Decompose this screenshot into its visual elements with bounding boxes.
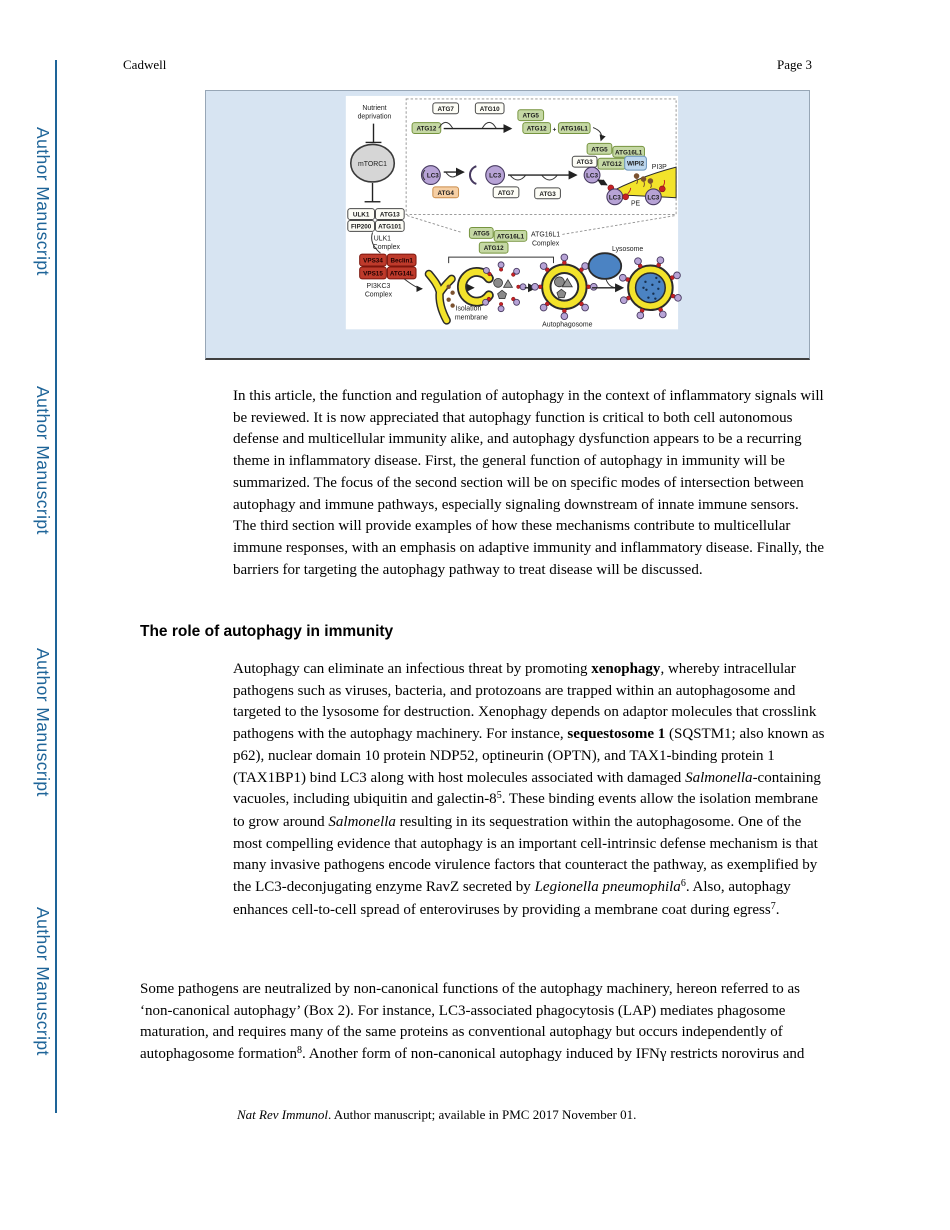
svg-text:Complex: Complex — [372, 244, 400, 252]
svg-text:ATG12: ATG12 — [526, 125, 547, 133]
label-deprivation: deprivation — [357, 113, 392, 121]
mtorc1-node — [351, 144, 395, 182]
autophagy-pathway-figure — [206, 91, 809, 358]
svg-text:Complex: Complex — [531, 240, 560, 248]
xenophagy-paragraph: Autophagy can eliminate an infectious threat by promoting xenophagy, whereby intracellular pathogens such as viruses, bacteria, and protozoans are trapped within an autophagosome and targeted to the lysosome for destruction. Xenophagy depends on adaptor molecules that crosslink pathogens with the autophagy machinery. For instance, sequestosome 1 (SQSTM1; also known as p62), nuclear domain 10 protein NDP52, optineurin (OPTN), and TAX1-binding protein 1 (TAX1BP1) bind LC3 along with host molecules associated with damaged Salmonella-containing vacuoles, including ubiquitin and galectin-$8^5$. These binding events allow the isolation membrane to grow around Salmonella resulting in its sequestration within the autophagosome. One of the most compelling evidence that autophagy is an important cell-intrinsic defense mechanism is that many invasive pathogens encode virulence factors that counteract the pathway, as exemplified by the LC3-deconjugating enzyme RavZ secreted by Legionella pneumophila$^6$. Also, autophagy enhances cell-to-cell spread of enteroviruses by providing a membrane coat during egress$^7$. — [233, 661, 825, 918]
label-beclin1: Beclin1 — [390, 257, 413, 265]
label-atg16l1: ATG16L1 — [560, 125, 588, 133]
svg-text:LC3: LC3 — [426, 172, 439, 180]
label-atg4: ATG4 — [437, 189, 454, 197]
running-head-author: Cadwell — [123, 57, 167, 72]
label-atg16l1-complex: ATG16L1 — [531, 231, 561, 239]
label-pi3p: PI3P — [651, 164, 667, 172]
svg-text:ATG3: ATG3 — [539, 190, 556, 198]
label-isolation: Isolation — [455, 305, 482, 313]
label-atg5: ATG5 — [522, 112, 539, 120]
label-autophagosome: Autophagosome — [542, 321, 593, 329]
figure-panel — [205, 90, 810, 360]
label-pi3kc3: PI3KC3 — [366, 282, 391, 290]
label-mtorc1: mTORC1 — [357, 161, 388, 169]
label-lysosome: Lysosome — [612, 246, 644, 254]
label-atg13: ATG13 — [379, 211, 400, 219]
label-atg101: ATG101 — [378, 223, 402, 231]
svg-text:ATG5: ATG5 — [591, 146, 608, 154]
author-manuscript-watermark: Author Manuscript — [33, 385, 53, 535]
author-manuscript-watermark: Author Manuscript — [33, 126, 53, 276]
label-pe: PE — [630, 200, 641, 208]
noncanonical-autophagy-paragraph: Some pathogens are neutralized by non-canonical functions of the autophagy machinery, hereon referred to as ‘non-canonical autophagy’ (Box 2). For instance, LC3-associated phagocytosis (LAP) mediates phagosome maturation, and requires many of the same proteins as conventional autophagy but occurs independently of autophagosome formation$^8$. Another form of non-canonical autophagy induced by IFNγ restricts norovirus and — [140, 981, 805, 1063]
sidebar-rule — [55, 60, 57, 1113]
intro-paragraph: In this article, the function and regulation of autophagy in the context of inflammatory signals will be reviewed. It is now appreciated that autophagy function is critical to both cell autonomous defense and multicellular immunity alike, and autophagy dysfunction appears to be a recurring theme in inflammatory disease. First, the general function of autophagy in immunity will be summarized. The focus of the second section will be on specific modes of intersection between autophagy and immune pathways, especially signaling downstream of innate immune sensors. The third section will provide examples of how these mechanisms contribute to multicellular immune responses, with an emphasis on adaptive immunity and inflammatory disease. Finally, the barriers for targeting the autophagy pathway to treat disease will be discussed. — [233, 388, 824, 578]
svg-text:ATG12: ATG12 — [601, 161, 622, 169]
svg-text:ATG16L1: ATG16L1 — [496, 233, 525, 241]
svg-text:membrane: membrane — [454, 314, 488, 322]
svg-text:ATG7: ATG7 — [497, 189, 515, 197]
label-ulk1: ULK1 — [352, 211, 370, 219]
label-atg10: ATG10 — [479, 105, 500, 113]
svg-text:ATG12: ATG12 — [483, 245, 504, 253]
label-fip200: FIP200 — [350, 223, 372, 231]
svg-text:ATG16L1: ATG16L1 — [615, 149, 643, 157]
label-wipi2: WIPI2 — [626, 160, 645, 168]
label-atg7: ATG7 — [437, 105, 454, 113]
svg-text:LC3: LC3 — [608, 194, 621, 202]
svg-text:LC3: LC3 — [647, 194, 660, 202]
svg-text:ATG5: ATG5 — [473, 230, 490, 238]
svg-text:LC3: LC3 — [489, 172, 502, 180]
author-manuscript-watermark: Author Manuscript — [33, 906, 53, 1056]
section-heading: The role of autophagy in immunity — [140, 622, 394, 640]
label-vps34: VPS34 — [363, 257, 383, 265]
label-atg3: ATG3 — [576, 159, 593, 167]
nutrient-deprivation-node — [358, 105, 392, 121]
author-manuscript-watermark: Author Manuscript — [33, 647, 53, 797]
label-atg14l: ATG14L — [389, 270, 414, 278]
journal-citation-footer: Nat Rev Immunol. Author manuscript; available in PMC 2017 November 01. — [237, 1107, 637, 1122]
svg-text:Complex: Complex — [364, 291, 393, 299]
label-vps15: VPS15 — [363, 270, 383, 278]
label-atg12: ATG12 — [416, 125, 437, 133]
label-ulk1-complex: ULK1 — [373, 235, 392, 243]
page-number: Page 3 — [776, 57, 812, 72]
label-plus: + — [552, 126, 557, 134]
label-lc3: LC3 — [586, 172, 599, 180]
label-nutrient: Nutrient — [362, 104, 387, 112]
